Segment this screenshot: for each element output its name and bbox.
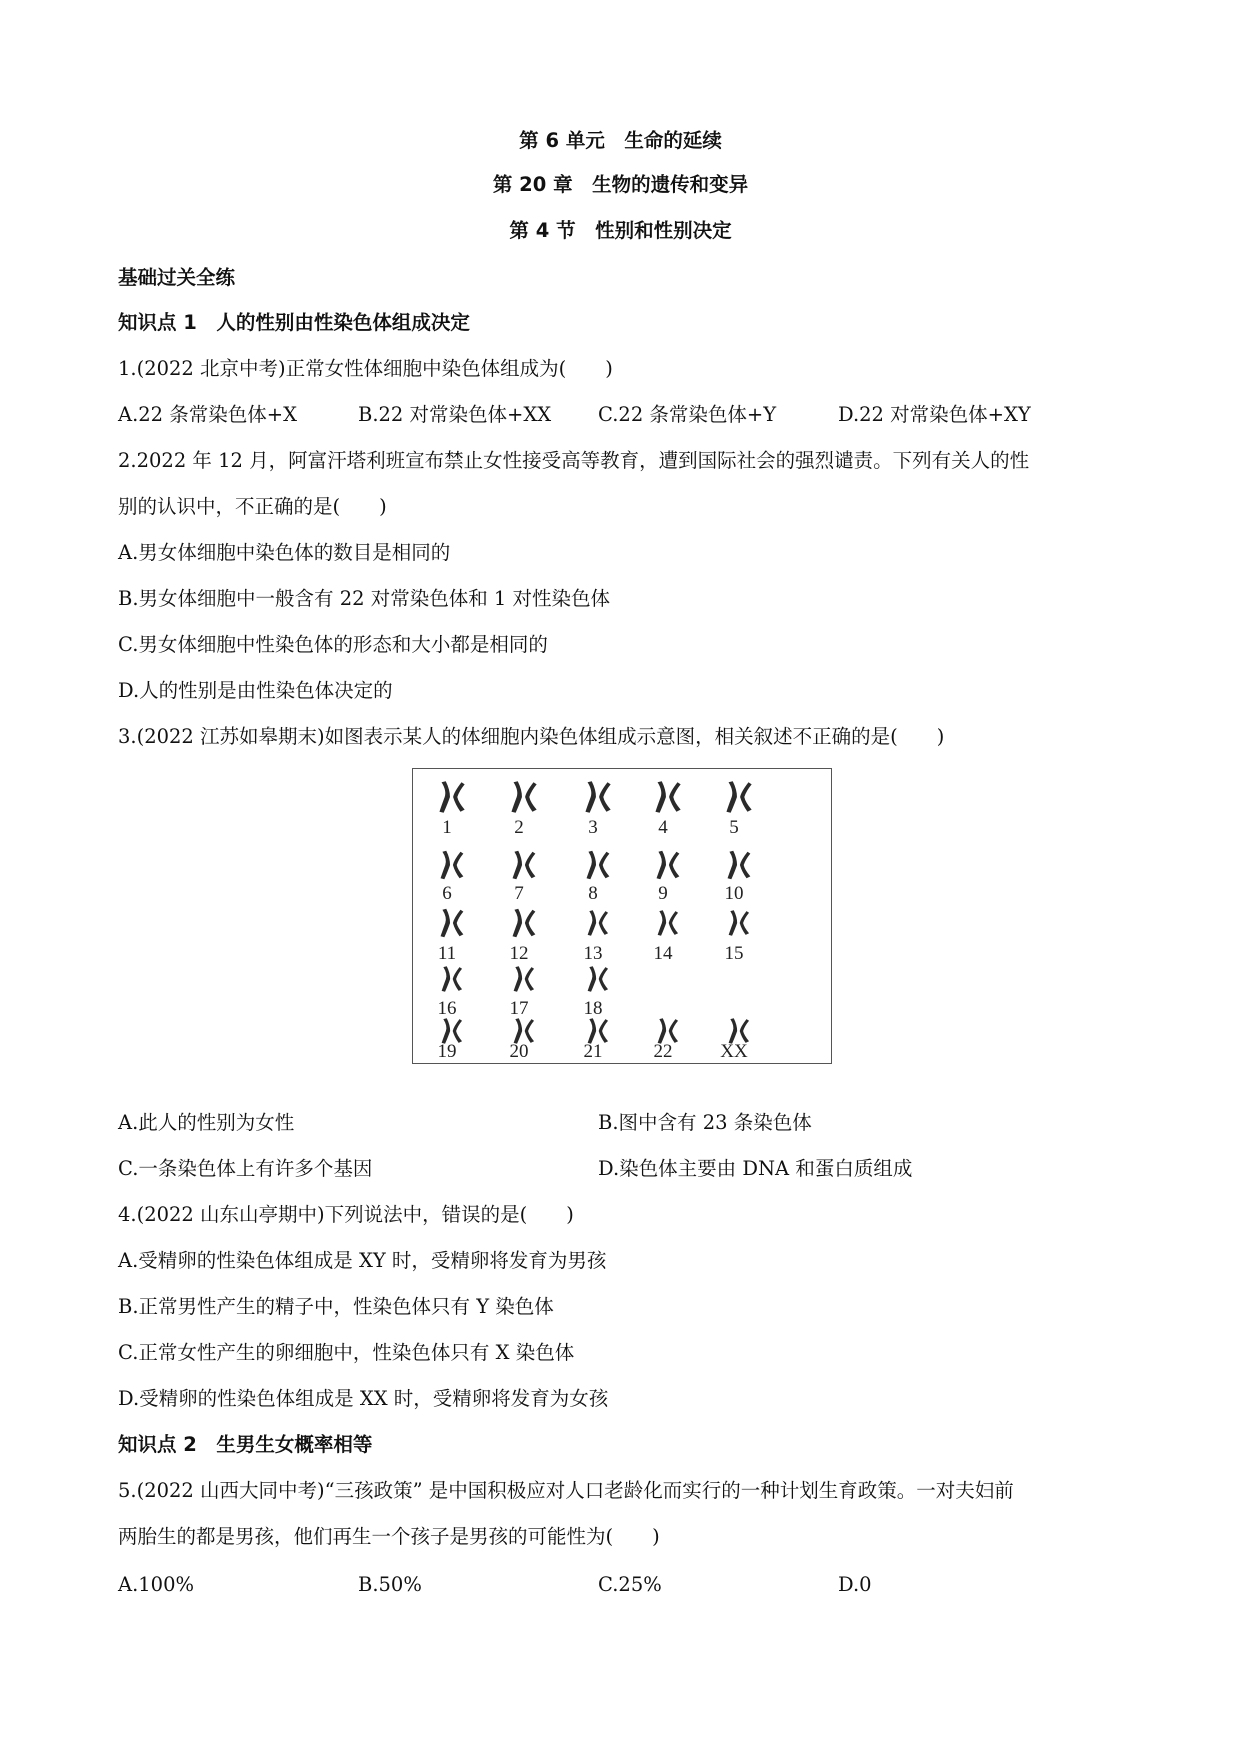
chromosome-pair-xx (729, 1018, 749, 1044)
chromosome-label-8: 8 (588, 883, 598, 904)
chromosome-label-22: 22 (653, 1041, 673, 1062)
question-2-option-a: A.男女体细胞中染色体的数目是相同的 (118, 541, 451, 564)
chromosome-pair-12 (513, 909, 536, 938)
question-4-option-a: A.受精卵的性染色体组成是 XY 时，受精卵将发育为男孩 (118, 1249, 607, 1272)
question-5-option-a: A.100% (118, 1573, 195, 1596)
question-2-stem-line-2: 别的认识中，不正确的是( ) (118, 495, 387, 518)
chromosome-pair-15 (729, 910, 749, 936)
chromosome-label-1: 1 (442, 817, 452, 838)
question-2-stem-line-1: 2.2022 年 12 月，阿富汗塔利班宣布禁止女性接受高等教育，遭到国际社会的强烈谴责。下列有关人的性 (118, 449, 1030, 472)
question-3-stem: 3.(2022 江苏如皋期末)如图表示某人的体细胞内染色体组成示意图，相关叙述不正确的是( ) (118, 725, 945, 748)
chromosome-pair-11 (441, 909, 464, 938)
practice-title: 基础过关全练 (118, 266, 236, 289)
chromosome-pair-17 (514, 966, 534, 992)
chromosome-label-21: 21 (583, 1041, 603, 1062)
chromosome-label-11: 11 (437, 943, 457, 964)
knowledge-point-1: 知识点 1 人的性别由性染色体组成决定 (118, 311, 470, 334)
question-2-option-c: C.男女体细胞中性染色体的形态和大小都是相同的 (118, 633, 548, 656)
question-2-option-b: B.男女体细胞中一般含有 22 对常染色体和 1 对性染色体 (118, 587, 611, 610)
chromosome-label-3: 3 (588, 817, 598, 838)
unit-title: 第 6 单元 生命的延续 (519, 129, 722, 152)
chromosome-label-6: 6 (442, 883, 452, 904)
chromosome-label-10: 10 (724, 883, 744, 904)
chromosome-pair-13 (588, 910, 608, 936)
knowledge-point-2: 知识点 2 生男生女概率相等 (118, 1433, 373, 1456)
section-title: 第 4 节 性别和性别决定 (509, 219, 732, 242)
chromosome-pair-19 (442, 1018, 462, 1044)
chromosome-label-20: 20 (509, 1041, 529, 1062)
question-3-option-c: C.一条染色体上有许多个基因 (118, 1157, 373, 1180)
chromosome-label-18: 18 (583, 998, 603, 1019)
chromosome-pair-21 (588, 1018, 608, 1044)
chromosome-label-7: 7 (514, 883, 524, 904)
question-3-option-d: D.染色体主要由 DNA 和蛋白质组成 (598, 1157, 913, 1180)
chromosome-label-12: 12 (509, 943, 529, 964)
chromosome-label-13: 13 (583, 943, 603, 964)
chromosome-pair-7 (513, 851, 536, 880)
chromosome-label-16: 16 (437, 998, 457, 1019)
chromosome-pair-4 (655, 781, 680, 813)
question-5-stem-line-2: 两胎生的都是男孩，他们再生一个孩子是男孩的可能性为( ) (118, 1525, 660, 1548)
chromosome-pair-18 (588, 966, 608, 992)
question-2-option-d: D.人的性别是由性染色体决定的 (118, 679, 393, 702)
chromosome-label-2: 2 (514, 817, 524, 838)
chromosome-pair-9 (657, 851, 680, 880)
chromosome-label-15: 15 (724, 943, 744, 964)
chromosome-label-14: 14 (653, 943, 673, 964)
chromosome-pair-6 (441, 851, 464, 880)
question-4-option-d: D.受精卵的性染色体组成是 XX 时，受精卵将发育为女孩 (118, 1387, 609, 1410)
chromosome-label-5: 5 (729, 817, 739, 838)
question-1-option-c: C.22 条常染色体+Y (598, 403, 777, 426)
karyotype-figure (412, 768, 832, 1064)
question-1-option-a: A.22 条常染色体+X (118, 403, 298, 426)
chromosome-pair-16 (442, 966, 462, 992)
question-3-option-a: A.此人的性别为女性 (118, 1111, 295, 1134)
chromosome-pair-8 (587, 851, 610, 880)
chromosome-pair-2 (511, 781, 536, 813)
chromosome-pair-1 (439, 781, 464, 813)
chromosome-label-9: 9 (658, 883, 668, 904)
chromosome-label-4: 4 (658, 817, 668, 838)
chromosome-pair-22 (658, 1018, 678, 1044)
chromosome-pair-3 (585, 781, 610, 813)
question-4-option-c: C.正常女性产生的卵细胞中，性染色体只有 X 染色体 (118, 1341, 575, 1364)
chromosome-label-xx: XX (720, 1041, 748, 1062)
chromosome-pair-5 (726, 781, 751, 813)
chromosome-pair-14 (658, 910, 678, 936)
question-5-option-c: C.25% (598, 1573, 662, 1596)
chromosome-pair-10 (728, 851, 751, 880)
chromosome-pair-20 (514, 1018, 534, 1044)
question-4-option-b: B.正常男性产生的精子中，性染色体只有 Y 染色体 (118, 1295, 554, 1318)
question-1-stem: 1.(2022 北京中考)正常女性体细胞中染色体组成为( ) (118, 357, 613, 380)
question-1-option-b: B.22 对常染色体+XX (358, 403, 552, 426)
question-5-option-d: D.0 (838, 1573, 872, 1596)
question-5-option-b: B.50% (358, 1573, 422, 1596)
chromosome-label-19: 19 (437, 1041, 457, 1062)
question-3-option-b: B.图中含有 23 条染色体 (598, 1111, 812, 1134)
chromosome-label-17: 17 (509, 998, 529, 1019)
question-1-option-d: D.22 对常染色体+XY (838, 403, 1031, 426)
question-4-stem: 4.(2022 山东山亭期中)下列说法中，错误的是( ) (118, 1203, 574, 1226)
chapter-title: 第 20 章 生物的遗传和变异 (492, 173, 749, 196)
question-5-stem-line-1: 5.(2022 山西大同中考)“三孩政策” 是中国积极应对人口老龄化而实行的一种计划生育政策。一对夫妇前 (118, 1479, 1014, 1502)
